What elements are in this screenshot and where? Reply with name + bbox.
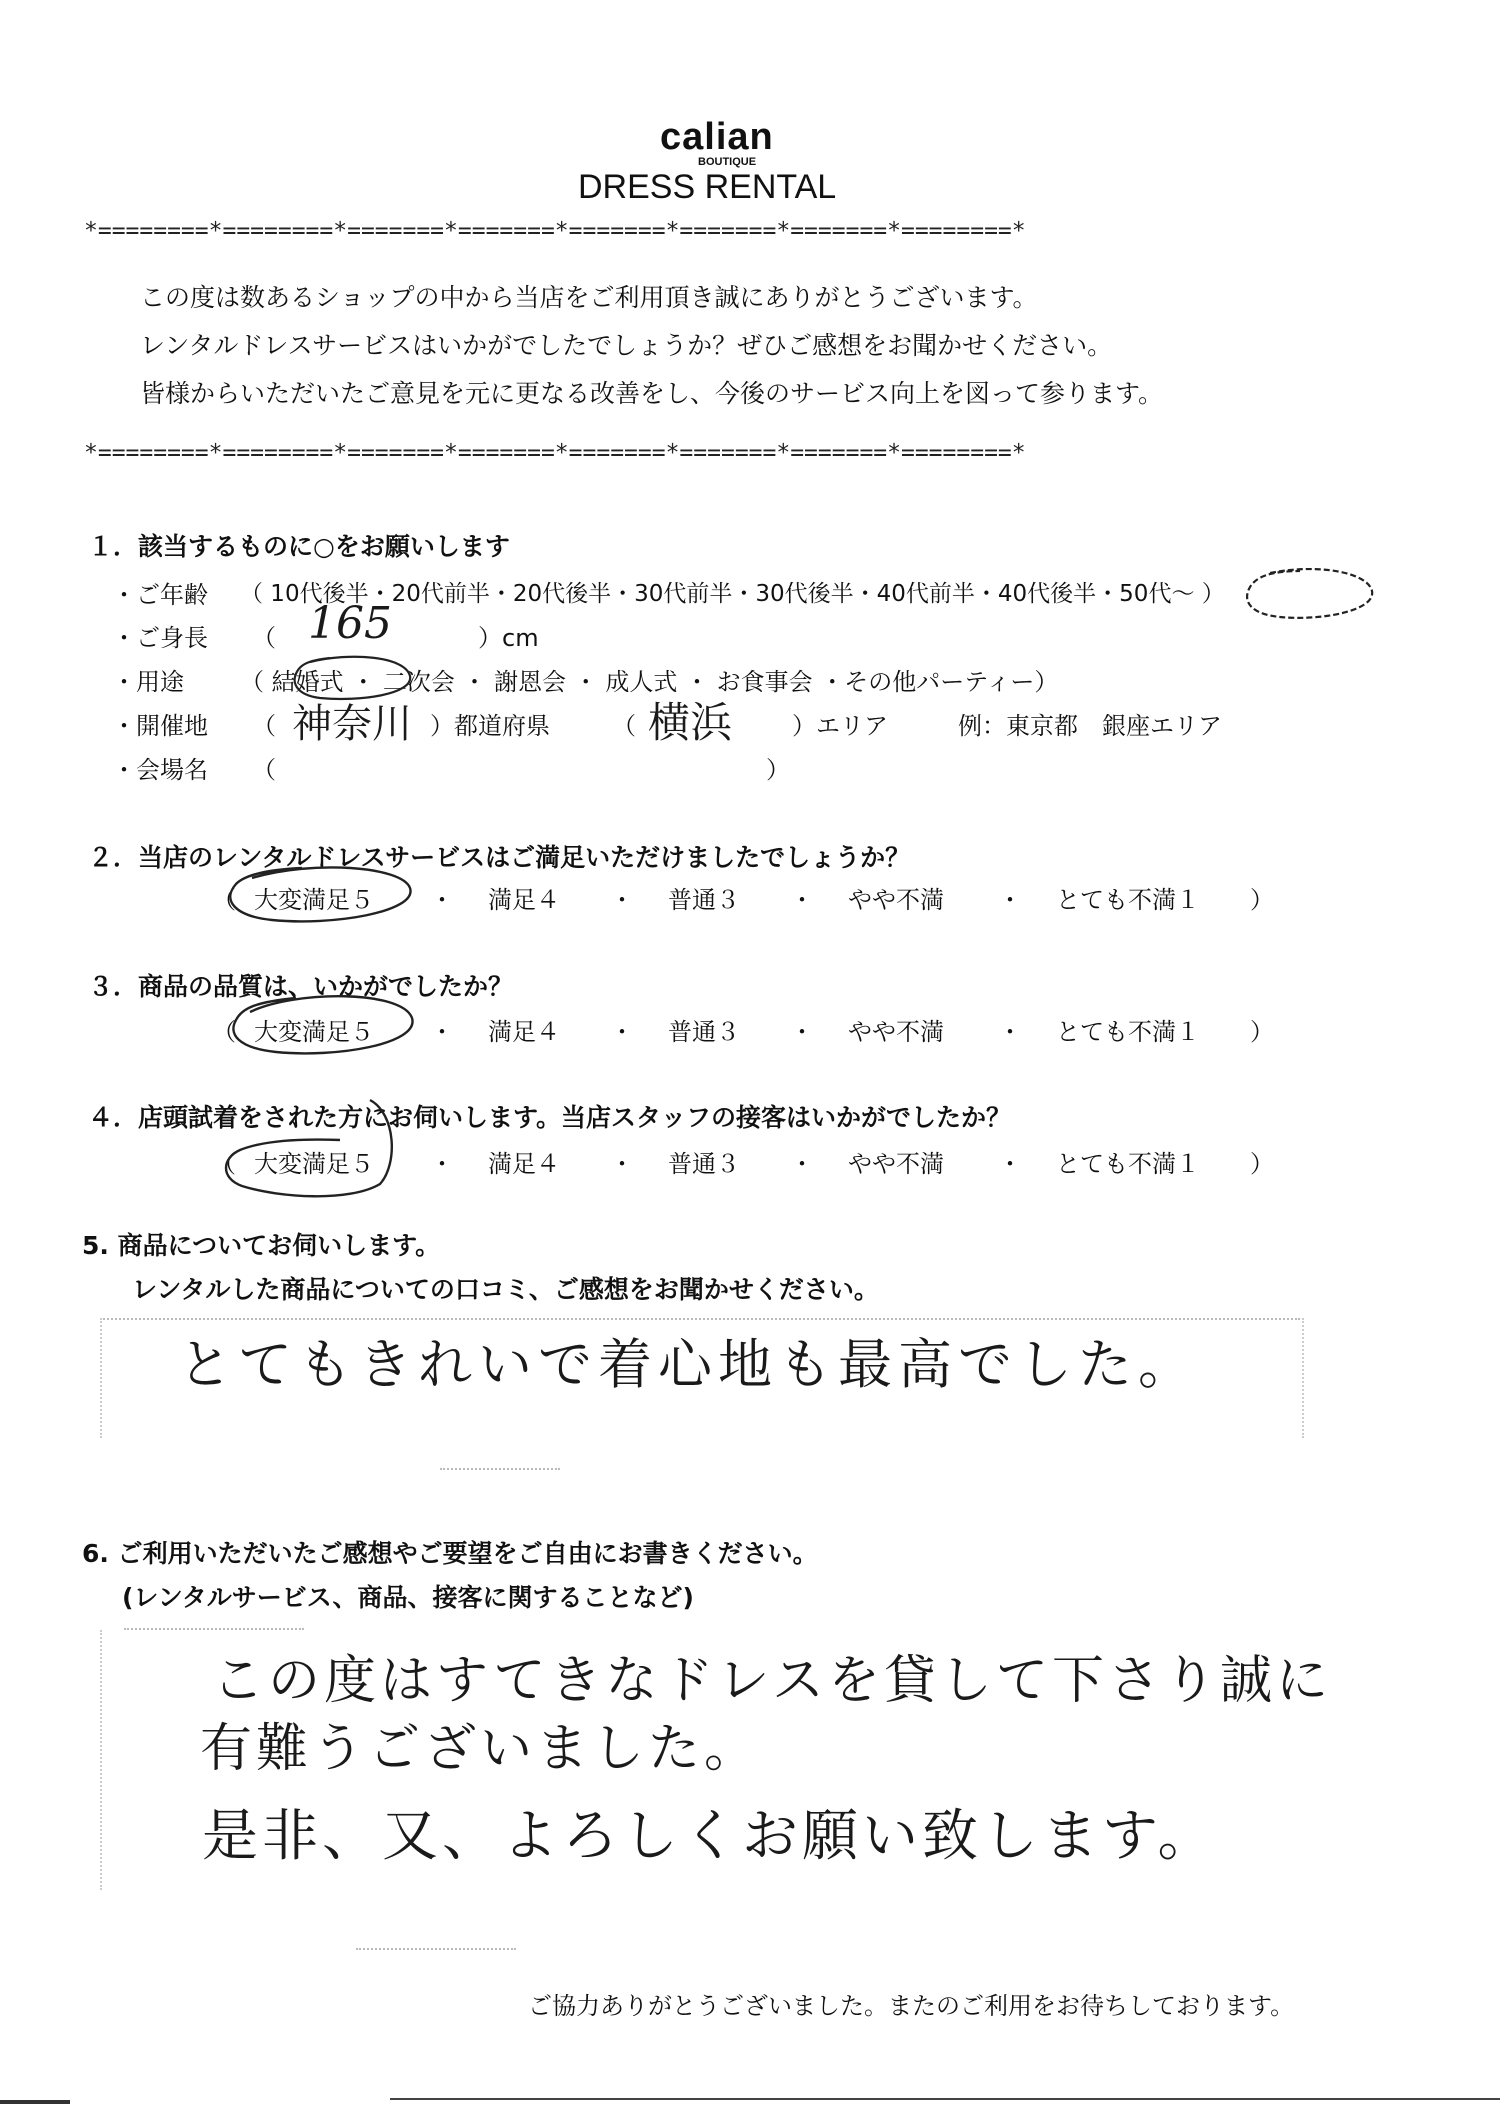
q3-dot-1: ・: [430, 1018, 454, 1046]
q2-option-1[interactable]: とても不満１: [1056, 886, 1200, 914]
age-selection-circle: [1240, 565, 1380, 625]
separator-top: *========*========*=======*=======*=======*=======*=======*========*: [84, 218, 1026, 244]
brand-sub: BOUTIQUE: [698, 156, 757, 168]
q3-option-1[interactable]: とても不満１: [1056, 1018, 1200, 1046]
q6-box-left: [100, 1630, 102, 1890]
q4-dot-2: ・: [610, 1150, 634, 1178]
q3-open: （: [212, 1018, 236, 1046]
hall-label: ・会場名: [112, 756, 208, 784]
q4-option-5[interactable]: 大変満足５: [254, 1150, 374, 1178]
q5-title: 5. 商品についてお伺いします。: [82, 1231, 441, 1260]
q4-close: ）: [1250, 1150, 1274, 1178]
q3-title: ３．商品の品質は、いかがでしたか？: [88, 972, 514, 1001]
intro-line-1: この度は数あるショップの中から当店をご利用頂き誠にありがとうございます。: [140, 283, 1038, 312]
q6-title: 6. ご利用いただいたご感想やご要望をご自由にお書きください。: [82, 1539, 818, 1568]
height-unit: ）cm: [478, 624, 539, 652]
q6-box-top: [124, 1628, 304, 1630]
q4-dot-1: ・: [430, 1150, 454, 1178]
age-label: ・ご年齢: [112, 581, 208, 609]
q4-option-2[interactable]: やや不満: [848, 1150, 944, 1178]
purpose-label: ・用途: [112, 668, 184, 696]
venue-open: （: [252, 712, 276, 740]
q2-selection-circle: [222, 862, 422, 932]
q2-dot-4: ・: [998, 886, 1022, 914]
q3-option-5[interactable]: 大変満足５: [254, 1018, 374, 1046]
prefecture-value: 神奈川: [292, 701, 412, 747]
q6-subtitle: (レンタルサービス、商品、接客に関することなど): [122, 1583, 694, 1612]
q6-answer-line-2: 有難うございました。: [200, 1719, 761, 1779]
purpose-selection-circle: [290, 652, 420, 704]
q3-rating-row: [0, 1012, 1500, 1052]
prefecture-suffix: ）都道府県: [430, 712, 550, 740]
q3-dot-3: ・: [790, 1018, 814, 1046]
venue-label: ・開催地: [112, 712, 208, 740]
q2-close: ）: [1250, 886, 1274, 914]
q1-title: １．該当するものに○をお願いします: [88, 532, 510, 561]
q4-selection-circle: [220, 1094, 410, 1204]
height-label: ・ご身長: [112, 624, 208, 652]
q2-dot-1: ・: [430, 886, 454, 914]
q3-close: ）: [1250, 1018, 1274, 1046]
q5-answer: とてもきれいで着心地も最高でした。: [178, 1333, 1198, 1396]
q2-option-3[interactable]: 普通３: [668, 886, 740, 914]
age-options: （ 10代後半・20代前半・20代後半・30代前半・30代後半・40代前半・40代後半・50代～ ）: [240, 581, 1225, 607]
page-title: DRESS RENTAL: [578, 168, 837, 206]
q2-option-2[interactable]: やや不満: [848, 886, 944, 914]
area-open: （: [612, 712, 636, 740]
hall-open: （: [252, 756, 276, 784]
q2-option-4[interactable]: 満足４: [488, 886, 560, 914]
intro-line-2: レンタルドレスサービスはいかがでしたでしょうか？ぜひご感想をお聞かせください。: [140, 331, 1113, 360]
q4-option-3[interactable]: 普通３: [668, 1150, 740, 1178]
intro-line-3: 皆様からいただいたご意見を元に更なる改善をし、今後のサービス向上を図って参ります。: [140, 379, 1164, 408]
q4-dot-3: ・: [790, 1150, 814, 1178]
q2-option-5[interactable]: 大変満足５: [254, 886, 374, 914]
area-value: 横浜: [648, 698, 733, 747]
q5-box-right: [1302, 1318, 1304, 1438]
q4-option-1[interactable]: とても不満１: [1056, 1150, 1200, 1178]
q6-answer-line-1: この度はすてきなドレスを貸して下さり誠に: [212, 1651, 1333, 1711]
purpose-options: （ 結婚式 ・ 二次会 ・ 謝恩会 ・ 成人式 ・ お食事会 ・その他パーティー）: [240, 668, 1059, 696]
q2-dot-3: ・: [790, 886, 814, 914]
q3-option-4[interactable]: 満足４: [488, 1018, 560, 1046]
q3-dot-2: ・: [610, 1018, 634, 1046]
footer-edge-mark: [0, 2100, 70, 2104]
q3-option-3[interactable]: 普通３: [668, 1018, 740, 1046]
venue-example: 例：東京都 銀座エリア: [958, 712, 1222, 740]
q5-box-top: [100, 1318, 1300, 1320]
q3-dot-4: ・: [998, 1018, 1022, 1046]
q5-subtitle: レンタルした商品についての口コミ、ご感想をお聞かせください。: [132, 1275, 879, 1304]
q2-title: ２．当店のレンタルドレスサービスはご満足いただけましたでしょうか？: [88, 843, 911, 872]
q4-title: ４．店頭試着をされた方にお伺いします。当店スタッフの接客はいかがでしたか？: [88, 1103, 1012, 1132]
separator-bottom: *========*========*=======*=======*=======*=======*=======*========*: [84, 440, 1026, 466]
q4-option-4[interactable]: 満足４: [488, 1150, 560, 1178]
q3-selection-circle: [226, 990, 426, 1064]
q2-dot-2: ・: [610, 886, 634, 914]
q3-option-2[interactable]: やや不満: [848, 1018, 944, 1046]
brand-logo: calian: [660, 116, 774, 158]
footer-thanks: ご協力ありがとうございました。またのご利用をお待ちしております。: [528, 1992, 1295, 2020]
q6-box-bottom: [356, 1948, 516, 1950]
area-suffix: ）エリア: [792, 712, 888, 740]
q4-open: （: [212, 1150, 236, 1178]
q2-open: （: [212, 886, 236, 914]
q4-dot-4: ・: [998, 1150, 1022, 1178]
footer-rule: [390, 2098, 1500, 2100]
q5-box-bottom: [440, 1468, 560, 1470]
q5-box-left: [100, 1318, 102, 1438]
hall-close: ）: [766, 756, 790, 784]
q6-answer-line-3: 是非、又、よろしくお願い致します。: [202, 1804, 1218, 1869]
height-value: 165: [308, 598, 392, 649]
height-open: （: [252, 624, 276, 652]
